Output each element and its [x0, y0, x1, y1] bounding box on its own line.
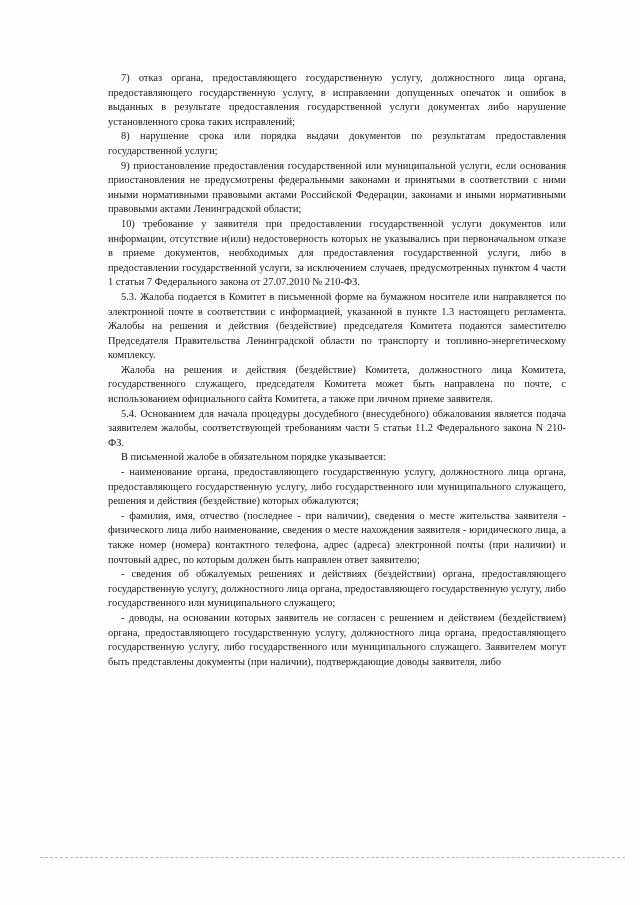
- list-item-body-name: - наименование органа, предоставляющего государственную услугу, должностного лица органа, предоставляющего государственную услугу, либо государственного или муниципального служащего, решения и действия (бездействие) которых обжалуются;: [108, 467, 566, 508]
- paragraph-item-10: 10) требование у заявителя при предоставлении государственной услуги документов или информации, отсутствие и(или) недостоверность которых не указывались при первоначальном отказе в приеме документов, необходимых для предоставления государственной услуги, либо в предоставлении государственной услуги, за исключением случаев, предусмотренных пунктом 4 части 1 статьи 7 Федерального закона от 27.07.2010 № 210-ФЗ.: [108, 218, 566, 289]
- scan-artifact-line: [40, 857, 625, 858]
- paragraph-5-4: 5.4. Основанием для начала процедуры досудебного (внесудебного) обжалования является подача заявителем жалобы, соответствующей требованиям части 5 статьи 11.2 Федерального закона N 210-ФЗ.: [108, 408, 566, 449]
- paragraph-5-3: 5.3. Жалоба подается в Комитет в письменной форме на бумажном носителе или направляется по электронной почте в соответствии с информацией, указанной в пункте 1.3 настоящего регламента. Жалобы на решения и действия (бездействие) председателя Комитета подаются заместителю Председателя Правительства Ленинградской области по транспорту и топливно-энергетическому комплексу.: [108, 291, 566, 362]
- document-body: [108, 72, 566, 670]
- paragraph-item-8: 8) нарушение срока или порядка выдачи документов по результатам предоставления государственной услуги;: [108, 131, 566, 157]
- list-item-arguments: - доводы, на основании которых заявитель не согласен с решением и действием (бездействием) органа, предоставляющего государственную услугу, должностного лица органа, предоставляющего государственную услугу, либо государственного или муниципального служащего. Заявителем могут быть представлены документы (при наличии), подтверждающие доводы заявителя, либо: [108, 612, 566, 668]
- list-item-appealed-decisions: - сведения об обжалуемых решениях и действиях (бездействии) органа, предоставляющего государственную услугу, должностного лица органа, предоставляющего государственную услугу, либо государственного или муниципального служащего;: [108, 569, 566, 610]
- paragraph-complaint-channels: Жалоба на решения и действия (бездействие) Комитета, должностного лица Комитета, государственного служащего, председателя Комитета может быть направлена по почте, с использованием официального сайта Комитета, а также при личном приеме заявителя.: [108, 364, 566, 406]
- paragraph-required-fields-intro: В письменной жалобе в обязательном порядке указывается:: [121, 452, 386, 464]
- paragraph-item-9: 9) приостановление предоставления государственной или муниципальной услуги, если основания приостановления не предусмотрены федеральными законами и принятыми в соответствии с ними иными нормативными правовыми актами Российской Федерации, законами и иными нормативными правовыми актами Ленинградской области;: [108, 160, 566, 216]
- list-item-applicant-info: - фамилия, имя, отчество (последнее - при наличии), сведения о месте жительства заявителя - физического лица либо наименование, сведения о месте нахождения заявителя - юридического лица, а также номер (номера) контактного телефона, адрес (адреса) электронной почты (при наличии) и почтовый адрес, по которым должен быть направлен ответ заявителю;: [108, 510, 566, 566]
- paragraph-item-7: 7) отказ органа, предоставляющего государственную услугу, должностного лица органа, предоставляющего государственную услугу, в исправлении допущенных опечаток и ошибок в выданных в результате предоставления государственной услуги документах либо нарушение установленного срока таких исправлений;: [108, 73, 566, 128]
